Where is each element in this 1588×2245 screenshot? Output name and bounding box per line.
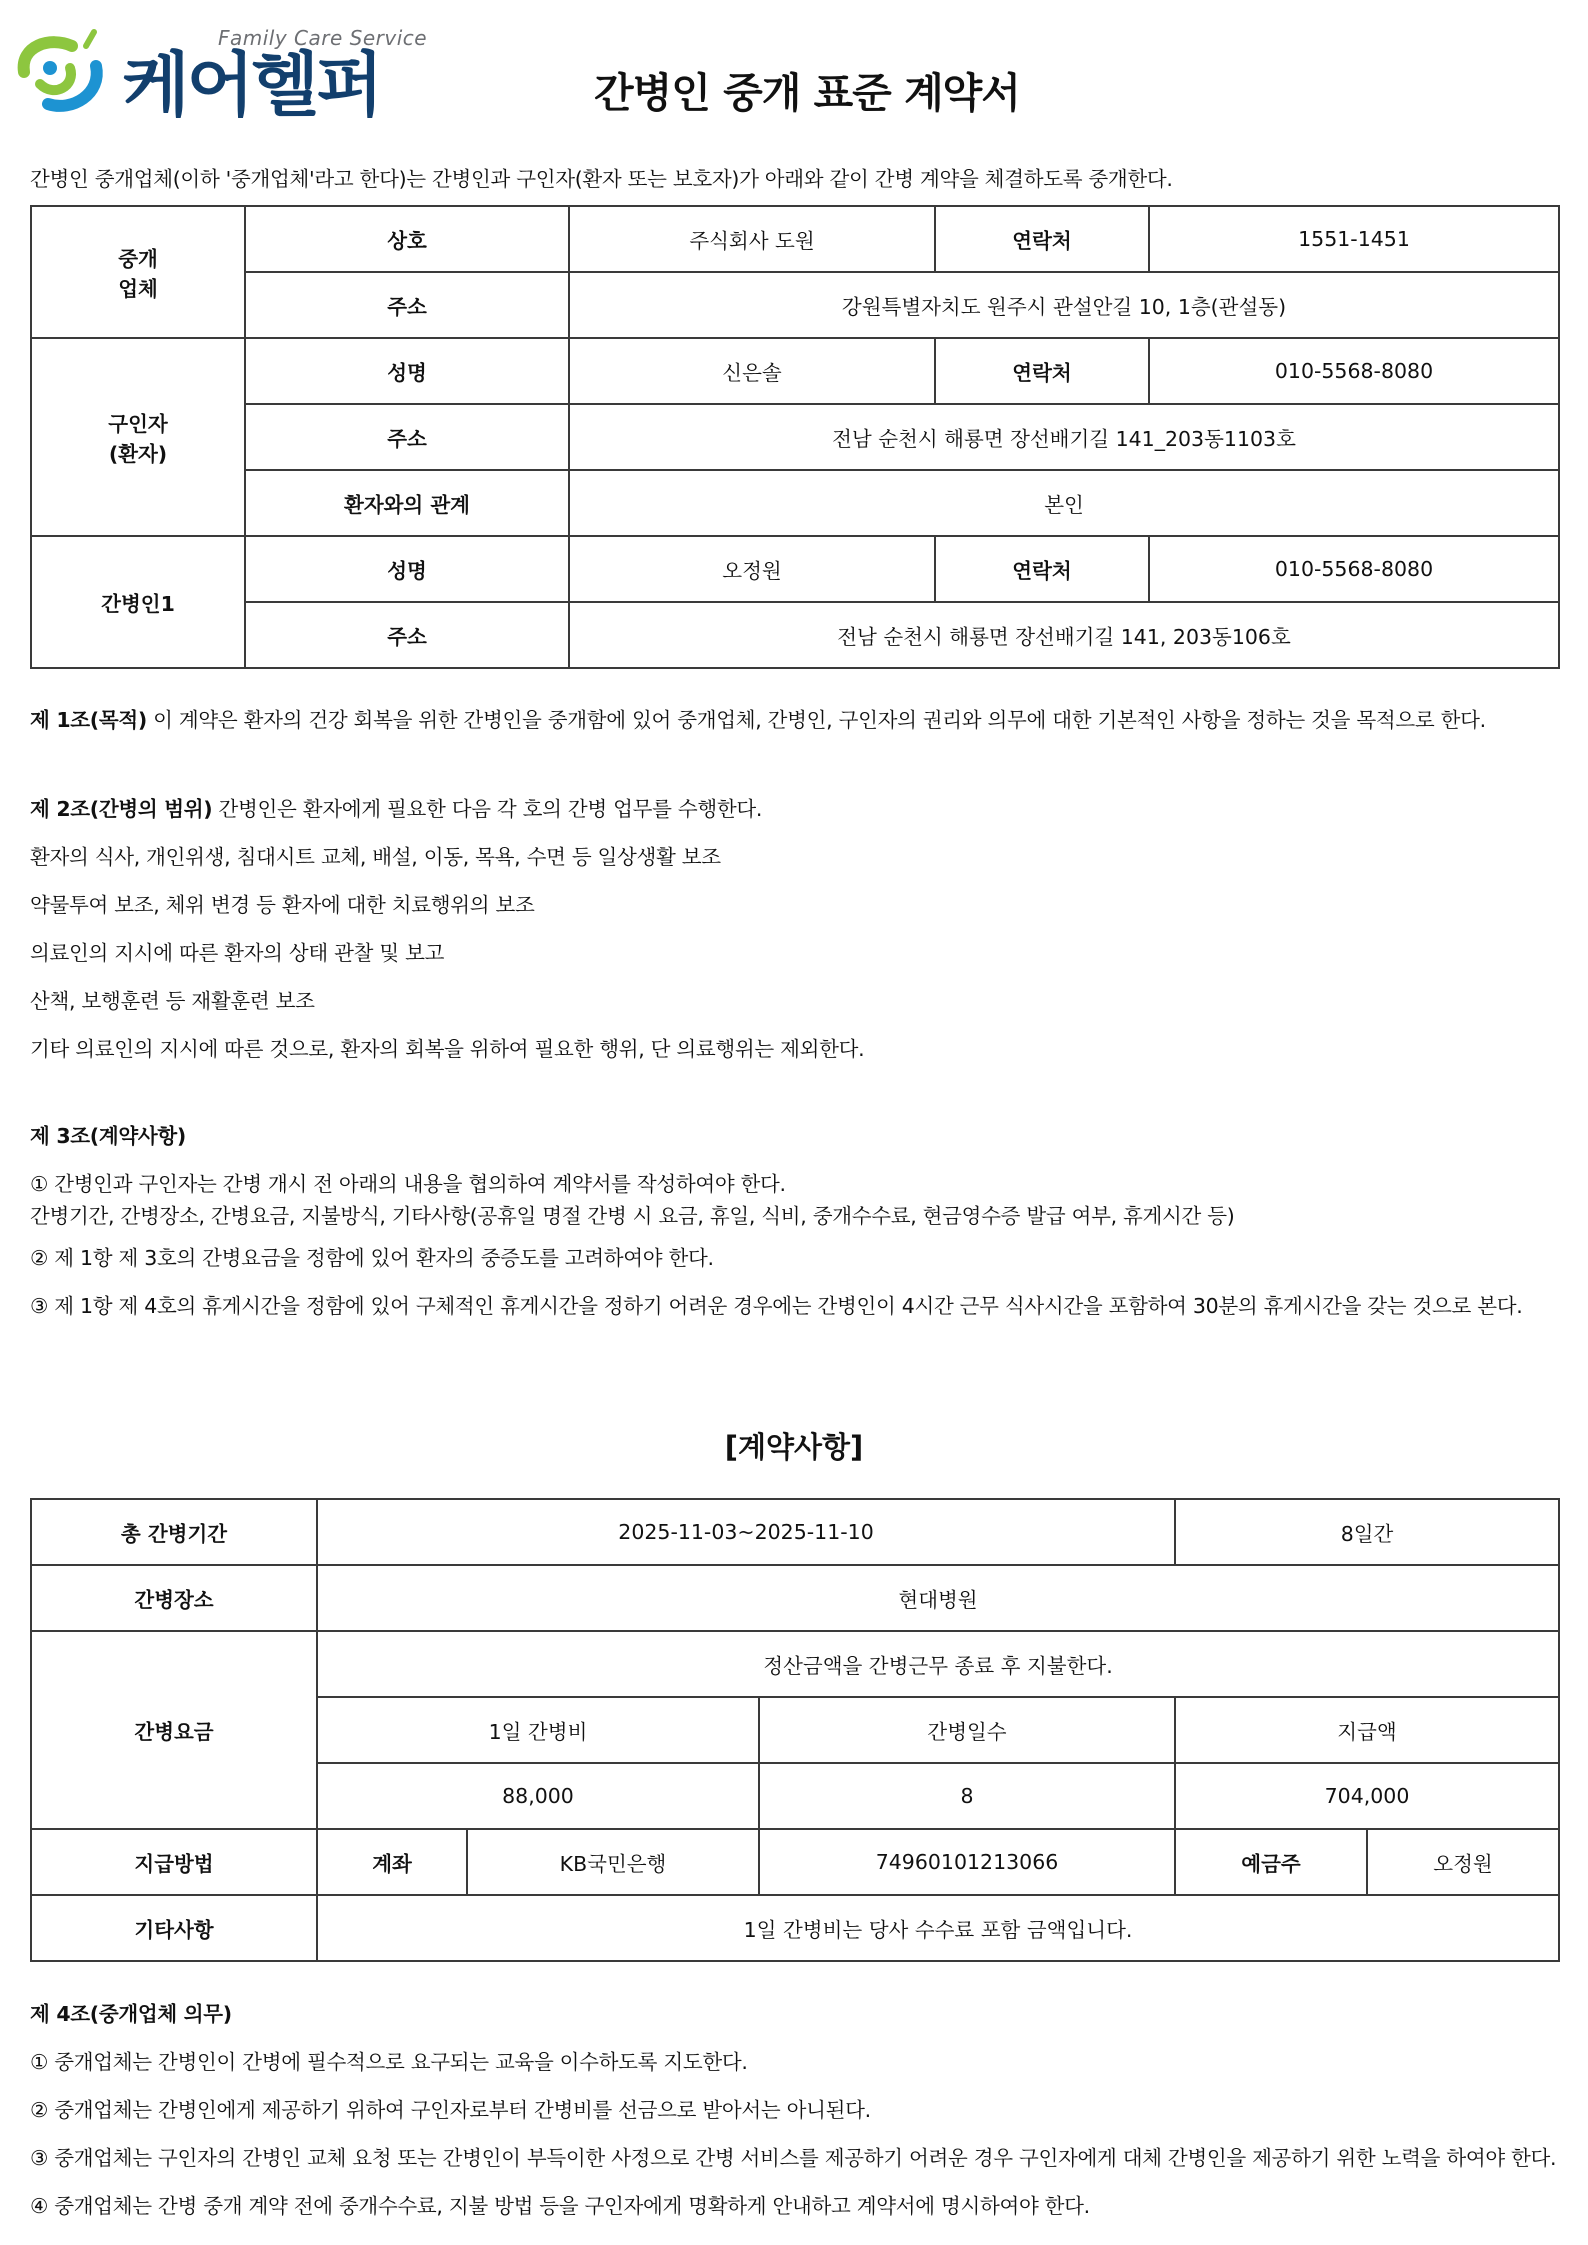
article-1-text: 이 계약은 환자의 건강 회복을 위한 간병인을 중개함에 있어 중개업체, 간병인, 구인자의 권리와 의무에 대한 기본적인 사항을 정하는 것을 목적으로 한다. (146, 708, 1486, 732)
article-4-para-2: ② 중개업체는 간병인에게 제공하기 위하여 구인자로부터 간병비를 선금으로 받아서는 아니된다. (30, 2098, 871, 2122)
article-3-para-3: ③ 제 1항 제 4호의 휴게시간을 정함에 있어 구체적인 휴게시간을 정하기 어려운 경우에는 간병인이 4시간 근무 식사시간을 포함하여 30분의 휴게시간을 갖는 것으로 본다. (30, 1294, 1523, 1318)
article-3-para-1: ① 간병인과 구인자는 간병 개시 전 아래의 내용을 협의하여 계약서를 작성하여야 한다. (30, 1172, 786, 1196)
article-4-para-3: ③ 중개업체는 구인자의 간병인 교체 요청 또는 간병인이 부득이한 사정으로 간병 서비스를 제공하기 어려운 경우 구인자에게 대체 간병인을 제공하기 위한 노력을 하여야 한다. (30, 2146, 1557, 2170)
article-2 (30, 785, 1560, 1073)
account-number: 74960101213066 (759, 1829, 1175, 1895)
table-row (31, 272, 1559, 338)
period-value: 2025-11-03~2025-11-10 (317, 1499, 1175, 1565)
article-1-heading: 제 1조(목적) (30, 708, 147, 732)
agency-contact-value: 1551-1451 (1149, 206, 1559, 272)
agency-contact-label: 연락처 (935, 206, 1149, 272)
caregiver-contact-value: 010-5568-8080 (1149, 536, 1559, 602)
client-contact-label: 연락처 (935, 338, 1149, 404)
terms-table (30, 1498, 1560, 1962)
logo-wordmark: 케어헬퍼 (122, 44, 381, 126)
caregiver-header: 간병인1 (31, 536, 245, 668)
article-3 (30, 1112, 1560, 1330)
agency-address-label: 주소 (245, 272, 569, 338)
client-name-label: 성명 (245, 338, 569, 404)
etc-value: 1일 간병비는 당사 수수료 포함 금액입니다. (317, 1895, 1559, 1961)
article-3-para-2: ② 제 1항 제 3호의 간병요금을 정함에 있어 환자의 중증도를 고려하여야 한다. (30, 1246, 714, 1270)
article-2-text: 간병인은 환자에게 필요한 다음 각 호의 간병 업무를 수행한다. (212, 797, 763, 821)
agency-name-value: 주식회사 도원 (569, 206, 935, 272)
caregiver-name-label: 성명 (245, 536, 569, 602)
table-row (31, 1895, 1559, 1961)
logo-tagline: Family Care Service (218, 26, 428, 50)
fee-note: 정산금액을 간병근무 종료 후 지불한다. (317, 1631, 1559, 1697)
article-4-para-4: ④ 중개업체는 간병 중개 계약 전에 중개수수료, 지불 방법 등을 구인자에게 명확하게 안내하고 계약서에 명시하여야 한다. (30, 2194, 1090, 2218)
company-logo (10, 24, 428, 126)
caregiver-address-label: 주소 (245, 602, 569, 668)
caregiver-name-value: 오정원 (569, 536, 935, 602)
table-row (31, 404, 1559, 470)
fee-daily-value: 88,000 (317, 1763, 759, 1829)
parties-table (30, 205, 1560, 669)
table-row (31, 1829, 1559, 1895)
fee-total-value: 704,000 (1175, 1763, 1559, 1829)
client-contact-value: 010-5568-8080 (1149, 338, 1559, 404)
client-address-value: 전남 순천시 해룡면 장선배기길 141_203동1103호 (569, 404, 1559, 470)
fee-label: 간병요금 (31, 1631, 317, 1829)
etc-label: 기타사항 (31, 1895, 317, 1961)
client-name-value: 신은솔 (569, 338, 935, 404)
client-address-label: 주소 (245, 404, 569, 470)
article-4-para-1: ① 중개업체는 간병인이 간병에 필수적으로 요구되는 교육을 이수하도록 지도한다. (30, 2050, 748, 2074)
logo-swirl-icon (10, 24, 110, 124)
holder-name: 오정원 (1367, 1829, 1559, 1895)
terms-section-title: [계약사항] (724, 1430, 864, 1464)
article-2-heading: 제 2조(간병의 범위) (30, 797, 213, 821)
document-title: 간병인 중개 표준 계약서 (594, 69, 1020, 117)
article-3-heading: 제 3조(계약사항) (30, 1124, 186, 1148)
table-row (31, 338, 1559, 404)
intro-text: 간병인 중개업체(이하 '중개업체'라고 한다)는 간병인과 구인자(환자 또는 보호자)가 아래와 같이 간병 계약을 체결하도록 중개한다. (30, 167, 1173, 191)
table-row (31, 536, 1559, 602)
table-row (31, 206, 1559, 272)
client-header: 구인자 (환자) (31, 338, 245, 536)
list-item: 산책, 보행훈련 등 재활훈련 보조 (30, 989, 315, 1013)
holder-label: 예금주 (1175, 1829, 1367, 1895)
account-label: 계좌 (317, 1829, 467, 1895)
article-4-heading: 제 4조(중개업체 의무) (30, 2002, 232, 2026)
table-row (31, 1565, 1559, 1631)
list-item: 약물투여 보조, 체위 변경 등 환자에 대한 치료행위의 보조 (30, 893, 535, 917)
period-label: 총 간병기간 (31, 1499, 317, 1565)
document-header (0, 0, 1588, 150)
table-row (31, 1631, 1559, 1697)
period-days: 8일간 (1175, 1499, 1559, 1565)
article-4 (30, 1990, 1560, 2230)
place-value: 현대병원 (317, 1565, 1559, 1631)
place-label: 간병장소 (31, 1565, 317, 1631)
list-item: 기타 의료인의 지시에 따른 것으로, 환자의 회복을 위하여 필요한 행위, 단 의료행위는 제외한다. (30, 1037, 865, 1061)
article-1 (30, 696, 1560, 744)
fee-days-value: 8 (759, 1763, 1175, 1829)
fee-header-days: 간병일수 (759, 1697, 1175, 1763)
fee-header-total: 지급액 (1175, 1697, 1559, 1763)
payment-label: 지급방법 (31, 1829, 317, 1895)
fee-header-daily: 1일 간병비 (317, 1697, 759, 1763)
client-relation-value: 본인 (569, 470, 1559, 536)
caregiver-address-value: 전남 순천시 해룡면 장선배기길 141, 203동106호 (569, 602, 1559, 668)
caregiver-contact-label: 연락처 (935, 536, 1149, 602)
bank-name: KB국민은행 (467, 1829, 759, 1895)
list-item: 환자의 식사, 개인위생, 침대시트 교체, 배설, 이동, 목욕, 수면 등 일상생활 보조 (30, 845, 721, 869)
agency-address-value: 강원특별자치도 원주시 관설안길 10, 1층(관설동) (569, 272, 1559, 338)
agency-name-label: 상호 (245, 206, 569, 272)
table-row (31, 602, 1559, 668)
agency-header: 중개 업체 (31, 206, 245, 338)
table-row (31, 1499, 1559, 1565)
client-relation-label: 환자와의 관계 (245, 470, 569, 536)
article-3-para-1-items: 간병기간, 간병장소, 간병요금, 지불방식, 기타사항(공휴일 명절 간병 시 요금, 휴일, 식비, 중개수수료, 현금영수증 발급 여부, 휴게시간 등) (30, 1204, 1235, 1228)
table-row (31, 470, 1559, 536)
list-item: 의료인의 지시에 따른 환자의 상태 관찰 및 보고 (30, 941, 445, 965)
